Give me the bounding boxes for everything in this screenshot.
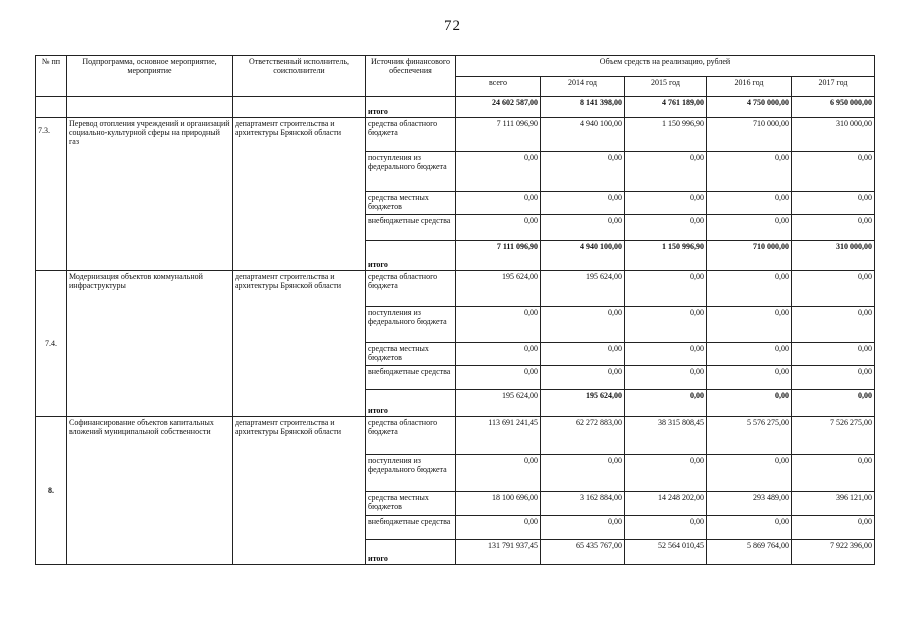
source-cell: поступления из федерального бюджета (366, 307, 456, 343)
source-cell: внебюджетные средства (366, 215, 456, 241)
value-cell: 0,00 (541, 366, 625, 390)
source-cell: внебюджетные средства (366, 516, 456, 540)
header-amount-group: Объем средств на реализацию, рублей (456, 56, 875, 77)
value-cell: 0,00 (456, 307, 541, 343)
source-cell: поступления из федерального бюджета (366, 455, 456, 492)
value-cell: 0,00 (792, 390, 875, 417)
value-cell: 0,00 (456, 152, 541, 192)
value-cell: 0,00 (707, 516, 792, 540)
value-cell: 0,00 (541, 152, 625, 192)
value-cell: 7 922 396,00 (792, 540, 875, 565)
value-cell: 0,00 (707, 271, 792, 307)
source-cell: внебюджетные средства (366, 366, 456, 390)
value-cell: 0,00 (625, 366, 707, 390)
value-cell: 710 000,00 (707, 241, 792, 271)
value-cell: 52 564 010,45 (625, 540, 707, 565)
value-cell: 5 576 275,00 (707, 417, 792, 455)
value-cell: 0,00 (625, 215, 707, 241)
value-cell: 293 489,00 (707, 492, 792, 516)
value-cell: 195 624,00 (456, 390, 541, 417)
empty-cell (233, 97, 366, 118)
value-cell: 0,00 (456, 516, 541, 540)
value-cell: 0,00 (707, 366, 792, 390)
source-cell: средства местных бюджетов (366, 343, 456, 366)
value-cell: 310 000,00 (792, 118, 875, 152)
item-number: 7.4. (36, 271, 67, 417)
value-cell: 396 121,00 (792, 492, 875, 516)
header-executor: Ответственный исполнитель, соисполнители (233, 56, 366, 97)
source-cell: средства местных бюджетов (366, 192, 456, 215)
value-cell: 0,00 (541, 307, 625, 343)
value-cell: 0,00 (792, 192, 875, 215)
header-year-total: всего (456, 77, 541, 97)
header-year-2016: 2016 год (707, 77, 792, 97)
value-cell: 0,00 (707, 455, 792, 492)
value-cell: 0,00 (707, 152, 792, 192)
header-program: Подпрограмма, основное мероприятие, мероприятие (67, 56, 233, 97)
value-cell: 0,00 (625, 152, 707, 192)
program-cell: Софинансирование объектов капитальных вложений муниципальной собственности (67, 417, 233, 565)
value-cell: 0,00 (707, 343, 792, 366)
empty-cell (36, 97, 67, 118)
value-cell: 3 162 884,00 (541, 492, 625, 516)
value-cell: 0,00 (456, 455, 541, 492)
value-cell: 0,00 (707, 390, 792, 417)
value-cell: 195 624,00 (456, 271, 541, 307)
value-cell: 0,00 (541, 455, 625, 492)
value-cell: 18 100 696,00 (456, 492, 541, 516)
value-cell: 0,00 (707, 192, 792, 215)
source-cell: итого (366, 97, 456, 118)
value-cell: 310 000,00 (792, 241, 875, 271)
value-cell: 1 150 996,90 (625, 241, 707, 271)
header-year-2014: 2014 год (541, 77, 625, 97)
empty-cell (67, 97, 233, 118)
value-cell: 6 950 000,00 (792, 97, 875, 118)
value-cell: 195 624,00 (541, 271, 625, 307)
value-cell: 113 691 241,45 (456, 417, 541, 455)
source-cell: итого (366, 390, 456, 417)
source-cell: средства областного бюджета (366, 417, 456, 455)
source-cell: итого (366, 241, 456, 271)
value-cell: 4 761 189,00 (625, 97, 707, 118)
value-cell: 0,00 (625, 390, 707, 417)
value-cell: 0,00 (792, 215, 875, 241)
page-number: 72 (444, 18, 461, 34)
value-cell: 38 315 808,45 (625, 417, 707, 455)
value-cell: 7 111 096,90 (456, 118, 541, 152)
value-cell: 8 141 398,00 (541, 97, 625, 118)
value-cell: 0,00 (625, 516, 707, 540)
source-cell: итого (366, 540, 456, 565)
table-row (36, 118, 875, 152)
item-number: 7.3. (36, 118, 67, 271)
value-cell: 0,00 (625, 192, 707, 215)
value-cell: 0,00 (625, 271, 707, 307)
executor-cell: департамент строительства и архитектуры Брянской области (233, 271, 366, 417)
value-cell: 0,00 (792, 271, 875, 307)
value-cell: 0,00 (792, 307, 875, 343)
value-cell: 1 150 996,90 (625, 118, 707, 152)
value-cell: 0,00 (541, 343, 625, 366)
header-no: № пп (36, 56, 67, 97)
value-cell: 24 602 587,00 (456, 97, 541, 118)
value-cell: 131 791 937,45 (456, 540, 541, 565)
table-row (36, 271, 875, 307)
value-cell: 7 111 096,90 (456, 241, 541, 271)
table-row (36, 97, 875, 118)
value-cell: 0,00 (707, 215, 792, 241)
value-cell: 4 750 000,00 (707, 97, 792, 118)
source-cell: средства областного бюджета (366, 271, 456, 307)
value-cell: 0,00 (792, 366, 875, 390)
value-cell: 0,00 (456, 366, 541, 390)
header-year-2017: 2017 год (792, 77, 875, 97)
value-cell: 0,00 (792, 152, 875, 192)
value-cell: 4 940 100,00 (541, 118, 625, 152)
value-cell: 14 248 202,00 (625, 492, 707, 516)
value-cell: 0,00 (456, 192, 541, 215)
value-cell: 0,00 (792, 455, 875, 492)
value-cell: 0,00 (707, 307, 792, 343)
program-cell: Модернизация объектов коммунальной инфраструктуры (67, 271, 233, 417)
header-year-2015: 2015 год (625, 77, 707, 97)
value-cell: 0,00 (541, 516, 625, 540)
budget-table (35, 55, 875, 565)
source-cell: поступления из федерального бюджета (366, 152, 456, 192)
value-cell: 0,00 (625, 307, 707, 343)
value-cell: 0,00 (456, 343, 541, 366)
value-cell: 0,00 (456, 215, 541, 241)
value-cell: 65 435 767,00 (541, 540, 625, 565)
executor-cell: департамент строительства и архитектуры Брянской области (233, 118, 366, 271)
value-cell: 0,00 (541, 215, 625, 241)
program-cell: Перевод отопления учреждений и организаций социально-культурной сферы на природный газ (67, 118, 233, 271)
source-cell: средства местных бюджетов (366, 492, 456, 516)
value-cell: 5 869 764,00 (707, 540, 792, 565)
value-cell: 0,00 (792, 516, 875, 540)
value-cell: 4 940 100,00 (541, 241, 625, 271)
executor-cell: департамент строительства и архитектуры Брянской области (233, 417, 366, 565)
value-cell: 195 624,00 (541, 390, 625, 417)
value-cell: 0,00 (625, 343, 707, 366)
value-cell: 62 272 883,00 (541, 417, 625, 455)
value-cell: 7 526 275,00 (792, 417, 875, 455)
table-row (36, 417, 875, 455)
source-cell: средства областного бюджета (366, 118, 456, 152)
value-cell: 0,00 (792, 343, 875, 366)
value-cell: 0,00 (541, 192, 625, 215)
value-cell: 0,00 (625, 455, 707, 492)
value-cell: 710 000,00 (707, 118, 792, 152)
item-number: 8. (36, 417, 67, 565)
header-source: Источник финансового обеспечения (366, 56, 456, 97)
